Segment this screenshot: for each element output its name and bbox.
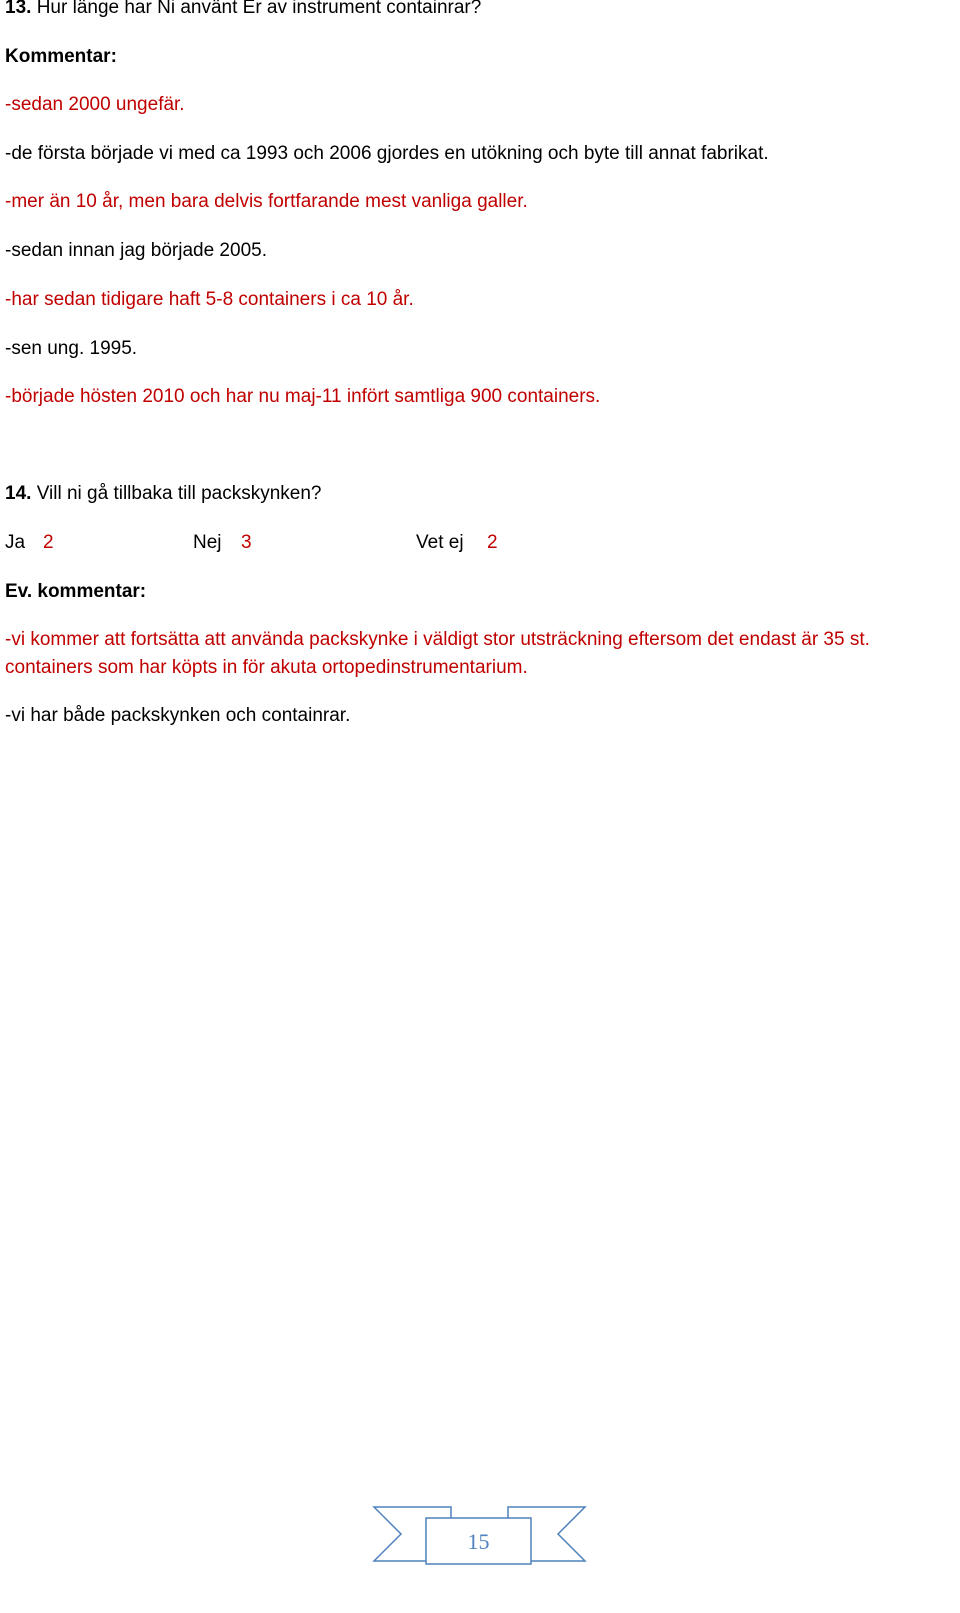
q14-comment-2: -vi har både packskynken och containrar.	[5, 705, 351, 726]
q13-comment-6: -sen ung. 1995.	[5, 338, 138, 359]
answer-nej-count: 3	[241, 532, 252, 553]
q13-comment-3: -mer än 10 år, men bara delvis fortfarande mest vanliga galler.	[5, 191, 528, 212]
q14-question: Vill ni gå tillbaka till packskynken?	[36, 483, 322, 504]
q13-question: Hur länge har Ni använt Er av instrument containrar?	[36, 0, 482, 18]
answer-ja-label: Ja	[5, 532, 26, 553]
page-number: 15	[467, 1529, 490, 1554]
answer-ja-count: 2	[43, 532, 54, 553]
q14-number: 14.	[5, 483, 32, 504]
q13-number: 13.	[5, 0, 32, 18]
q13-comment-2: -de första började vi med ca 1993 och 2006 gjordes en utökning och byte till annat fabrikat.	[5, 143, 769, 164]
q13-comment-5: -har sedan tidigare haft 5-8 containers i ca 10 år.	[5, 289, 414, 310]
q14-comment-1: -vi kommer att fortsätta att använda packskynke i väldigt stor utsträckning eftersom det endast är 35 st. containers som har köpts in för akuta ortopedinstrumentarium.	[5, 629, 870, 678]
q13-comment-4: -sedan innan jag började 2005.	[5, 240, 267, 261]
answer-nej-label: Nej	[193, 532, 222, 553]
q13-comment-label: Kommentar:	[5, 46, 117, 67]
answer-vetej-label: Vet ej	[416, 532, 464, 553]
q13-comment-7: -började hösten 2010 och har nu maj-11 infört samtliga 900 containers.	[5, 386, 601, 407]
q13-comment-1: -sedan 2000 ungefär.	[5, 94, 185, 115]
q14-comment-label: Ev. kommentar:	[5, 581, 147, 602]
answer-vetej-count: 2	[487, 532, 498, 553]
